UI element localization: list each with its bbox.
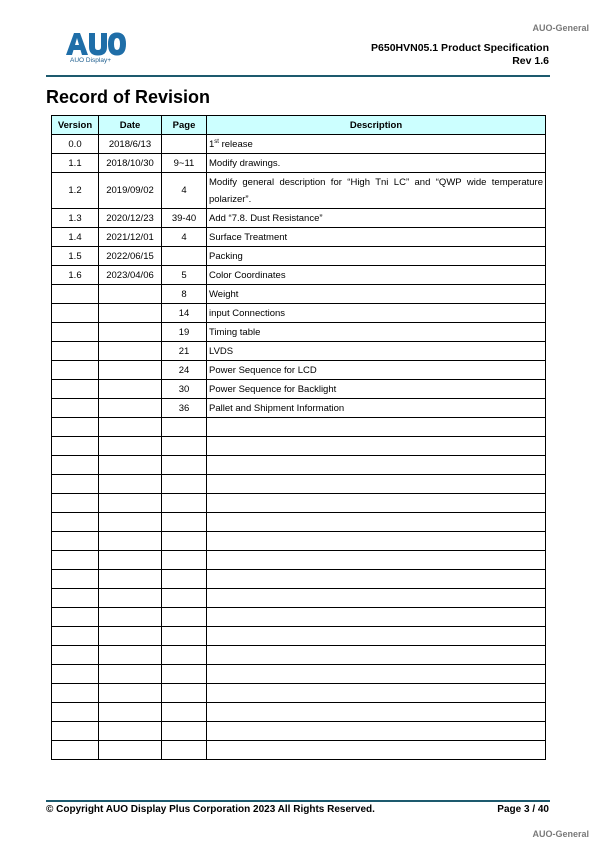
cell-description <box>207 418 546 437</box>
cell-page: 8 <box>162 285 207 304</box>
table-row <box>52 741 546 760</box>
table-row <box>52 532 546 551</box>
cell-version: 0.0 <box>52 135 99 154</box>
page-title: Record of Revision <box>46 87 211 107</box>
cell-page: 24 <box>162 361 207 380</box>
cell-description: Modify general description for “High Tni LC” and “QWP wide temperature polarizer”. <box>207 173 546 209</box>
cell-page <box>162 494 207 513</box>
cell-description <box>207 608 546 627</box>
cell-page <box>162 741 207 760</box>
cell-description <box>207 456 546 475</box>
document-title: P650HVN05.1 Product Specification <box>371 42 549 54</box>
cell-date <box>99 646 162 665</box>
cell-version <box>52 456 99 475</box>
cell-version <box>52 437 99 456</box>
cell-date <box>99 361 162 380</box>
cell-page: 21 <box>162 342 207 361</box>
table-row <box>52 494 546 513</box>
column-header-page: Page <box>162 116 207 135</box>
table-row <box>52 456 546 475</box>
cell-page <box>162 665 207 684</box>
header-divider <box>46 75 550 77</box>
table-row <box>52 228 546 247</box>
cell-date <box>99 703 162 722</box>
cell-version <box>52 323 99 342</box>
cell-date <box>99 551 162 570</box>
auo-logo-icon <box>64 32 126 56</box>
cell-description <box>207 513 546 532</box>
cell-version <box>52 475 99 494</box>
cell-page: 30 <box>162 380 207 399</box>
cell-version <box>52 418 99 437</box>
cell-description <box>207 741 546 760</box>
cell-description: LVDS <box>207 342 546 361</box>
revision-table <box>51 115 546 760</box>
cell-version <box>52 551 99 570</box>
cell-page: 4 <box>162 228 207 247</box>
cell-page <box>162 589 207 608</box>
cell-page <box>162 513 207 532</box>
table-row <box>52 627 546 646</box>
cell-page: 4 <box>162 173 207 209</box>
cell-description: Surface Treatment <box>207 228 546 247</box>
cell-version: 1.3 <box>52 209 99 228</box>
table-row <box>52 665 546 684</box>
cell-version <box>52 494 99 513</box>
cell-description: Packing <box>207 247 546 266</box>
classification-label-top: AUO-General <box>532 23 589 33</box>
cell-description: 1st release <box>207 135 546 154</box>
cell-version <box>52 342 99 361</box>
cell-description: Timing table <box>207 323 546 342</box>
cell-description: Pallet and Shipment Information <box>207 399 546 418</box>
cell-version <box>52 741 99 760</box>
cell-date <box>99 342 162 361</box>
cell-date <box>99 722 162 741</box>
copyright-notice: © Copyright AUO Display Plus Corporation 2023 All Rights Reserved. <box>46 804 375 815</box>
cell-version <box>52 304 99 323</box>
cell-description: Color Coordinates <box>207 266 546 285</box>
cell-date: 2018/10/30 <box>99 154 162 173</box>
cell-description: Power Sequence for LCD <box>207 361 546 380</box>
cell-date <box>99 627 162 646</box>
cell-page <box>162 551 207 570</box>
cell-page <box>162 608 207 627</box>
cell-page <box>162 684 207 703</box>
cell-page: 9~11 <box>162 154 207 173</box>
logo-subtext: AUO Display+ <box>70 57 111 64</box>
table-row <box>52 703 546 722</box>
table-row <box>52 551 546 570</box>
cell-version <box>52 285 99 304</box>
table-row <box>52 380 546 399</box>
table-row <box>52 323 546 342</box>
cell-description: input Connections <box>207 304 546 323</box>
table-row <box>52 247 546 266</box>
table-row <box>52 399 546 418</box>
cell-date: 2021/12/01 <box>99 228 162 247</box>
column-header-version: Version <box>52 116 99 135</box>
cell-date: 2022/06/15 <box>99 247 162 266</box>
cell-page: 39-40 <box>162 209 207 228</box>
table-row <box>52 173 546 209</box>
cell-date <box>99 532 162 551</box>
cell-date <box>99 437 162 456</box>
table-row <box>52 209 546 228</box>
cell-version <box>52 722 99 741</box>
cell-version <box>52 570 99 589</box>
table-row <box>52 304 546 323</box>
cell-date <box>99 456 162 475</box>
cell-date <box>99 285 162 304</box>
cell-description <box>207 551 546 570</box>
table-row <box>52 684 546 703</box>
cell-date <box>99 418 162 437</box>
cell-description: Weight <box>207 285 546 304</box>
cell-version: 1.2 <box>52 173 99 209</box>
cell-version <box>52 627 99 646</box>
table-row <box>52 437 546 456</box>
cell-page <box>162 570 207 589</box>
cell-version <box>52 646 99 665</box>
cell-date <box>99 684 162 703</box>
cell-description <box>207 532 546 551</box>
cell-description: Modify drawings. <box>207 154 546 173</box>
table-row <box>52 646 546 665</box>
cell-date <box>99 570 162 589</box>
cell-version <box>52 380 99 399</box>
table-row <box>52 589 546 608</box>
cell-date <box>99 665 162 684</box>
cell-description <box>207 494 546 513</box>
cell-date: 2018/6/13 <box>99 135 162 154</box>
document-revision: Rev 1.6 <box>512 55 549 67</box>
cell-version <box>52 589 99 608</box>
table-row <box>52 570 546 589</box>
cell-page <box>162 437 207 456</box>
cell-version <box>52 684 99 703</box>
column-header-description: Description <box>207 116 546 135</box>
cell-description <box>207 570 546 589</box>
cell-page: 14 <box>162 304 207 323</box>
cell-date <box>99 399 162 418</box>
cell-description <box>207 589 546 608</box>
cell-date: 2020/12/23 <box>99 209 162 228</box>
cell-page: 5 <box>162 266 207 285</box>
cell-date <box>99 589 162 608</box>
cell-version <box>52 608 99 627</box>
revision-table-body <box>52 135 546 760</box>
cell-description <box>207 722 546 741</box>
cell-description <box>207 703 546 722</box>
footer-divider <box>46 800 550 802</box>
cell-version <box>52 399 99 418</box>
cell-description <box>207 627 546 646</box>
table-row <box>52 475 546 494</box>
cell-description <box>207 475 546 494</box>
cell-date: 2023/04/06 <box>99 266 162 285</box>
cell-date <box>99 608 162 627</box>
cell-page <box>162 456 207 475</box>
cell-date: 2019/09/02 <box>99 173 162 209</box>
cell-version <box>52 513 99 532</box>
table-row <box>52 722 546 741</box>
cell-date <box>99 741 162 760</box>
cell-description <box>207 437 546 456</box>
cell-page <box>162 722 207 741</box>
table-row <box>52 608 546 627</box>
cell-page <box>162 703 207 722</box>
table-row <box>52 513 546 532</box>
table-row <box>52 418 546 437</box>
cell-page <box>162 532 207 551</box>
column-header-date: Date <box>99 116 162 135</box>
cell-description <box>207 684 546 703</box>
table-row <box>52 154 546 173</box>
table-row <box>52 285 546 304</box>
cell-version <box>52 532 99 551</box>
cell-date <box>99 380 162 399</box>
table-row <box>52 361 546 380</box>
cell-version <box>52 665 99 684</box>
cell-date <box>99 304 162 323</box>
cell-page <box>162 475 207 494</box>
classification-label-bottom: AUO-General <box>532 829 589 839</box>
cell-version <box>52 703 99 722</box>
cell-page <box>162 646 207 665</box>
cell-date <box>99 475 162 494</box>
cell-page <box>162 247 207 266</box>
page-number: Page 3 / 40 <box>497 804 549 815</box>
cell-date <box>99 513 162 532</box>
cell-date <box>99 323 162 342</box>
cell-version <box>52 361 99 380</box>
table-row <box>52 266 546 285</box>
table-row <box>52 135 546 154</box>
auo-logo <box>64 32 126 68</box>
table-header-row <box>52 116 546 135</box>
cell-description <box>207 646 546 665</box>
cell-page <box>162 418 207 437</box>
cell-version: 1.6 <box>52 266 99 285</box>
cell-version: 1.1 <box>52 154 99 173</box>
cell-page: 19 <box>162 323 207 342</box>
cell-date <box>99 494 162 513</box>
cell-description: Add “7.8. Dust Resistance” <box>207 209 546 228</box>
cell-description: Power Sequence for Backlight <box>207 380 546 399</box>
table-row <box>52 342 546 361</box>
cell-page <box>162 627 207 646</box>
cell-version: 1.4 <box>52 228 99 247</box>
cell-version: 1.5 <box>52 247 99 266</box>
cell-description <box>207 665 546 684</box>
cell-page <box>162 135 207 154</box>
cell-page: 36 <box>162 399 207 418</box>
